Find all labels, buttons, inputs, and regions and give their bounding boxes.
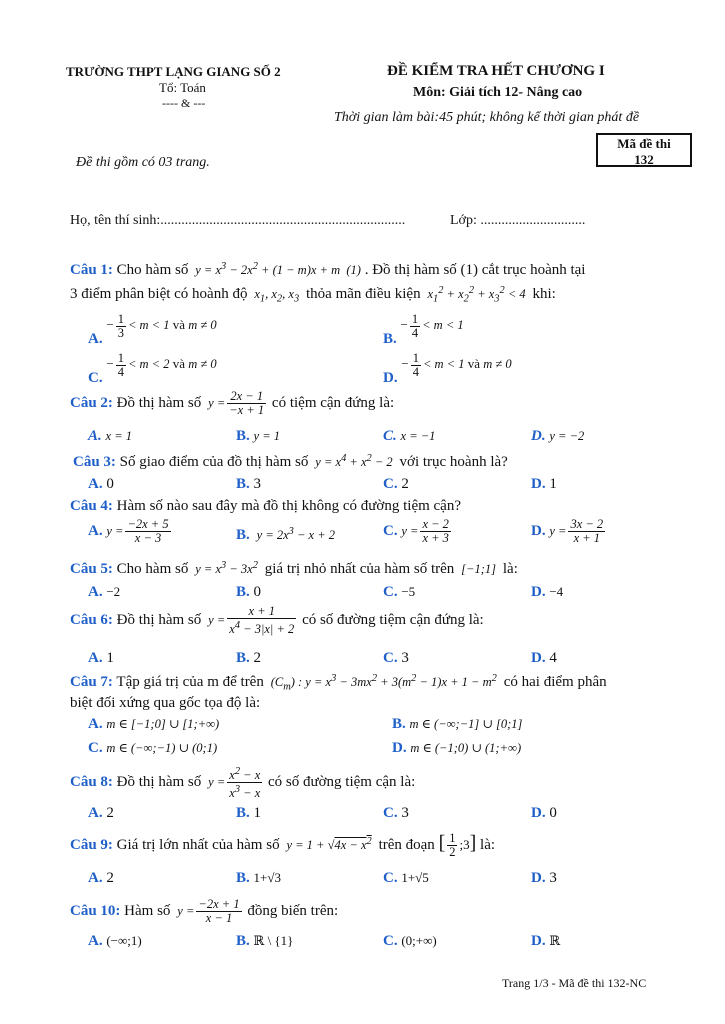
q9-option-d[interactable]: D. 3 [531, 870, 557, 886]
question-text: giá trị nhỏ nhất của hàm số trên [264, 561, 455, 578]
option-letter: D. [383, 370, 398, 387]
question-1 [70, 261, 585, 279]
question-text: có số đường tiệm cận là: [268, 774, 416, 791]
exam-code-value: 132 [634, 152, 654, 167]
q5-option-a[interactable]: A. −2 [88, 584, 121, 600]
exam-code-label: Mã đề thi [617, 136, 671, 151]
q3-option-d[interactable]: D. 1 [531, 476, 557, 492]
q9-option-c[interactable]: C. 1+√5 [383, 870, 429, 886]
question-text: đồng biến trên: [247, 902, 339, 919]
question-text: với trục hoành là? [399, 454, 508, 471]
question-text: trên đoạn [378, 837, 435, 853]
option-a[interactable]: A. − $\frac{1}{3}$ < m < 1 và m ≠ 0 [88, 312, 217, 348]
q10-option-b[interactable]: B. ℝ \ {1} [236, 933, 294, 949]
question-10: Câu 10: Hàm số y = $\frac{-2x + 1}{x - 1}$ đồng biến trên: [70, 897, 339, 925]
q6-option-b[interactable]: B. 2 [236, 650, 262, 666]
q4-option-b[interactable]: B. $y = 2x^3 - x + 2$ [236, 526, 336, 544]
q8-option-b[interactable]: B. 1 [236, 805, 262, 821]
question-label: Câu 2: [70, 394, 113, 411]
question-text: Cho hàm số [116, 561, 189, 578]
question-7: Câu 7: Tập giá trị của m để trên $(C_m)$ : $y = x^3 - 3mx^2 + 3(m^2 - 1)x + 1 - m^2$ có hai điểm phân [70, 673, 607, 693]
exam-code-box [596, 133, 692, 167]
question-1-line2 [70, 285, 556, 305]
question-text: Đồ thị hàm số [116, 774, 202, 791]
question-text: Giá trị lớn nhất của hàm số [116, 837, 280, 853]
question-text: có tiệm cận đứng là: [271, 394, 395, 411]
question-label: Câu 9: [70, 837, 113, 853]
question-text: có hai điểm phân [503, 674, 607, 691]
question-text: là: [502, 561, 518, 578]
q10-option-d[interactable]: D. ℝ [531, 933, 561, 949]
question-text: biệt đối xứng qua gốc tọa độ là: [70, 695, 261, 711]
q3-option-c[interactable]: C. 2 [383, 476, 409, 492]
option-c[interactable]: C. − $\frac{1}{4}$ < m < 2 và m ≠ 0 [88, 351, 217, 387]
question-text: Đồ thị hàm số [116, 612, 202, 629]
question-2: Câu 2: Đồ thị hàm số y = $\frac{2x - 1}{-x + 1}$ có tiệm cận đứng là: [70, 389, 395, 417]
q6-option-c[interactable]: C. 3 [383, 650, 409, 666]
q2-option-c[interactable]: C. x = −1 [383, 428, 436, 444]
neq-text: m ≠ 0 [483, 357, 512, 372]
q3-option-b[interactable]: B. 3 [236, 476, 262, 492]
question-label: Câu 6: [70, 612, 113, 629]
question-text: là: [480, 837, 496, 853]
q10-option-a[interactable]: A. (−∞;1) [88, 933, 142, 949]
q2-option-d[interactable]: D. y = −2 [531, 428, 585, 444]
question-text: Cho hàm số [116, 262, 189, 279]
question-5: Câu 5: Cho hàm số $y = x^3 - 3x^2$ giá trị nhỏ nhất của hàm số trên [−1;1] là: [70, 560, 518, 578]
q5-option-c[interactable]: C. −5 [383, 584, 416, 600]
question-label: Câu 4: [70, 498, 113, 514]
question-label: Câu 3: [73, 454, 116, 471]
q4-option-c[interactable]: C. y = $\frac{x - 2}{x + 3}$ [383, 517, 449, 545]
question-text: khi: [532, 286, 556, 303]
q8-option-c[interactable]: C. 3 [383, 805, 409, 821]
exam-subject: Môn: Giải tích 12- Nâng cao [413, 85, 583, 100]
q2-option-b[interactable]: B. y = 1 [236, 428, 280, 444]
option-letter: B. [383, 331, 397, 348]
question-label: Câu 10: [70, 902, 121, 919]
time-note: Thời gian làm bài:45 phút; không kể thời gian phát đề [334, 110, 640, 125]
question-7-line2 [70, 695, 260, 712]
q4-option-a[interactable]: A. y = $\frac{-2x + 5}{x - 3}$ [88, 517, 169, 545]
q3-option-a[interactable]: A. 0 [88, 476, 114, 492]
q8-option-a[interactable]: A. 2 [88, 805, 114, 821]
question-text: Hàm số nào sau đây mà đồ thị không có đường tiệm cận? [116, 498, 461, 514]
pages-note: Đề thi gồm có 03 trang. [76, 155, 210, 170]
q5-option-b[interactable]: B. 0 [236, 584, 262, 600]
and-text: và [172, 317, 185, 333]
q9-option-b[interactable]: B. 1+√3 [236, 870, 281, 886]
option-d[interactable]: D. − $\frac{1}{4}$ < m < 1 và m ≠ 0 [383, 351, 512, 387]
and-text: và [467, 356, 480, 372]
department: Tổ: Toán [159, 80, 206, 95]
student-name-line: Họ, tên thí sinh:...................................................................... [70, 213, 406, 228]
option-b[interactable]: B. − $\frac{1}{4}$ < m < 1 [383, 312, 464, 348]
q5-option-d[interactable]: D. −4 [531, 584, 564, 600]
separator: ---- & --- [162, 96, 206, 110]
question-4 [70, 498, 461, 515]
neq-text: m ≠ 0 [188, 357, 217, 372]
q2-option-a[interactable]: A. x = 1 [88, 428, 132, 444]
q7-option-c[interactable]: C. m ∈ (−∞;−1) ∪ (0;1) [88, 740, 218, 756]
formula: $x_1$, $x_2$, $x_3$ [251, 287, 300, 305]
neq-text: m ≠ 0 [188, 318, 217, 333]
question-label: Câu 1: [70, 262, 113, 279]
question-3: Câu 3: Số giao điểm của đồ thị hàm số $y = x^4 + x^2 - 2$ với trục hoành là? [73, 453, 508, 471]
q9-option-a[interactable]: A. 2 [88, 870, 114, 886]
and-text: và [172, 356, 185, 372]
q7-option-b[interactable]: B. m ∈ (−∞;−1] ∪ [0;1] [392, 716, 523, 732]
page-footer: Trang 1/3 - Mã đề thi 132-NC [502, 976, 647, 990]
question-6: Câu 6: Đồ thị hàm số y = $\frac{x + 1}{x^4 - 3|x| + 2}$ có số đường tiệm cận đứng là: [70, 604, 484, 637]
option-letter: C. [88, 370, 103, 387]
question-text: có số đường tiệm cận đứng là: [302, 612, 484, 629]
question-label: Câu 5: [70, 561, 113, 578]
option-letter: A. [88, 331, 103, 348]
q7-option-a[interactable]: A. m ∈ [−1;0] ∪ [1;+∞) [88, 716, 220, 732]
question-text: Hàm số [124, 902, 171, 919]
question-text: . Đồ thị hàm số (1) cắt trục hoành tại [364, 262, 586, 279]
q7-option-d[interactable]: D. m ∈ (−1;0) ∪ (1;+∞) [392, 740, 522, 756]
question-text: Số giao điểm của đồ thị hàm số [119, 454, 309, 471]
question-text: Tập giá trị của m để trên [116, 674, 264, 691]
q4-option-d[interactable]: D. y = $\frac{3x - 2}{x + 1}$ [531, 517, 604, 545]
class-line: Lớp: .............................. [450, 213, 586, 228]
question-text: 3 điểm phân biệt có hoành độ [70, 286, 248, 303]
question-text: Đồ thị hàm số [116, 394, 202, 411]
question-8: Câu 8: Đồ thị hàm số y = $\frac{x^2 - x}{x^3 - x}$ có số đường tiệm cận là: [70, 766, 416, 801]
question-label: Câu 7: [70, 674, 113, 691]
q10-option-c[interactable]: C. (0;+∞) [383, 933, 437, 949]
school-name: TRƯỜNG THPT LẠNG GIANG SỐ 2 [66, 64, 281, 79]
question-9: Câu 9: Giá trị lớn nhất của hàm số $y = 1 + √4x - x^2$ trên đoạn [ $\frac{1}{2}$ ;3] là: [70, 831, 496, 860]
q6-option-a[interactable]: A. 1 [88, 650, 114, 666]
exam-title: ĐỀ KIỂM TRA HẾT CHƯƠNG I [387, 63, 605, 79]
question-label: Câu 8: [70, 774, 113, 791]
q8-option-d[interactable]: D. 0 [531, 805, 557, 821]
question-text: thỏa mãn điều kiện [306, 286, 421, 303]
q6-option-d[interactable]: D. 4 [531, 650, 557, 666]
formula: $y = x^3 - 2x^2 + (1 - m)x + m$ (1) [192, 261, 361, 278]
formula: $x_1^2 + x_2^2 + x_3^2 < 4$ [424, 285, 529, 305]
